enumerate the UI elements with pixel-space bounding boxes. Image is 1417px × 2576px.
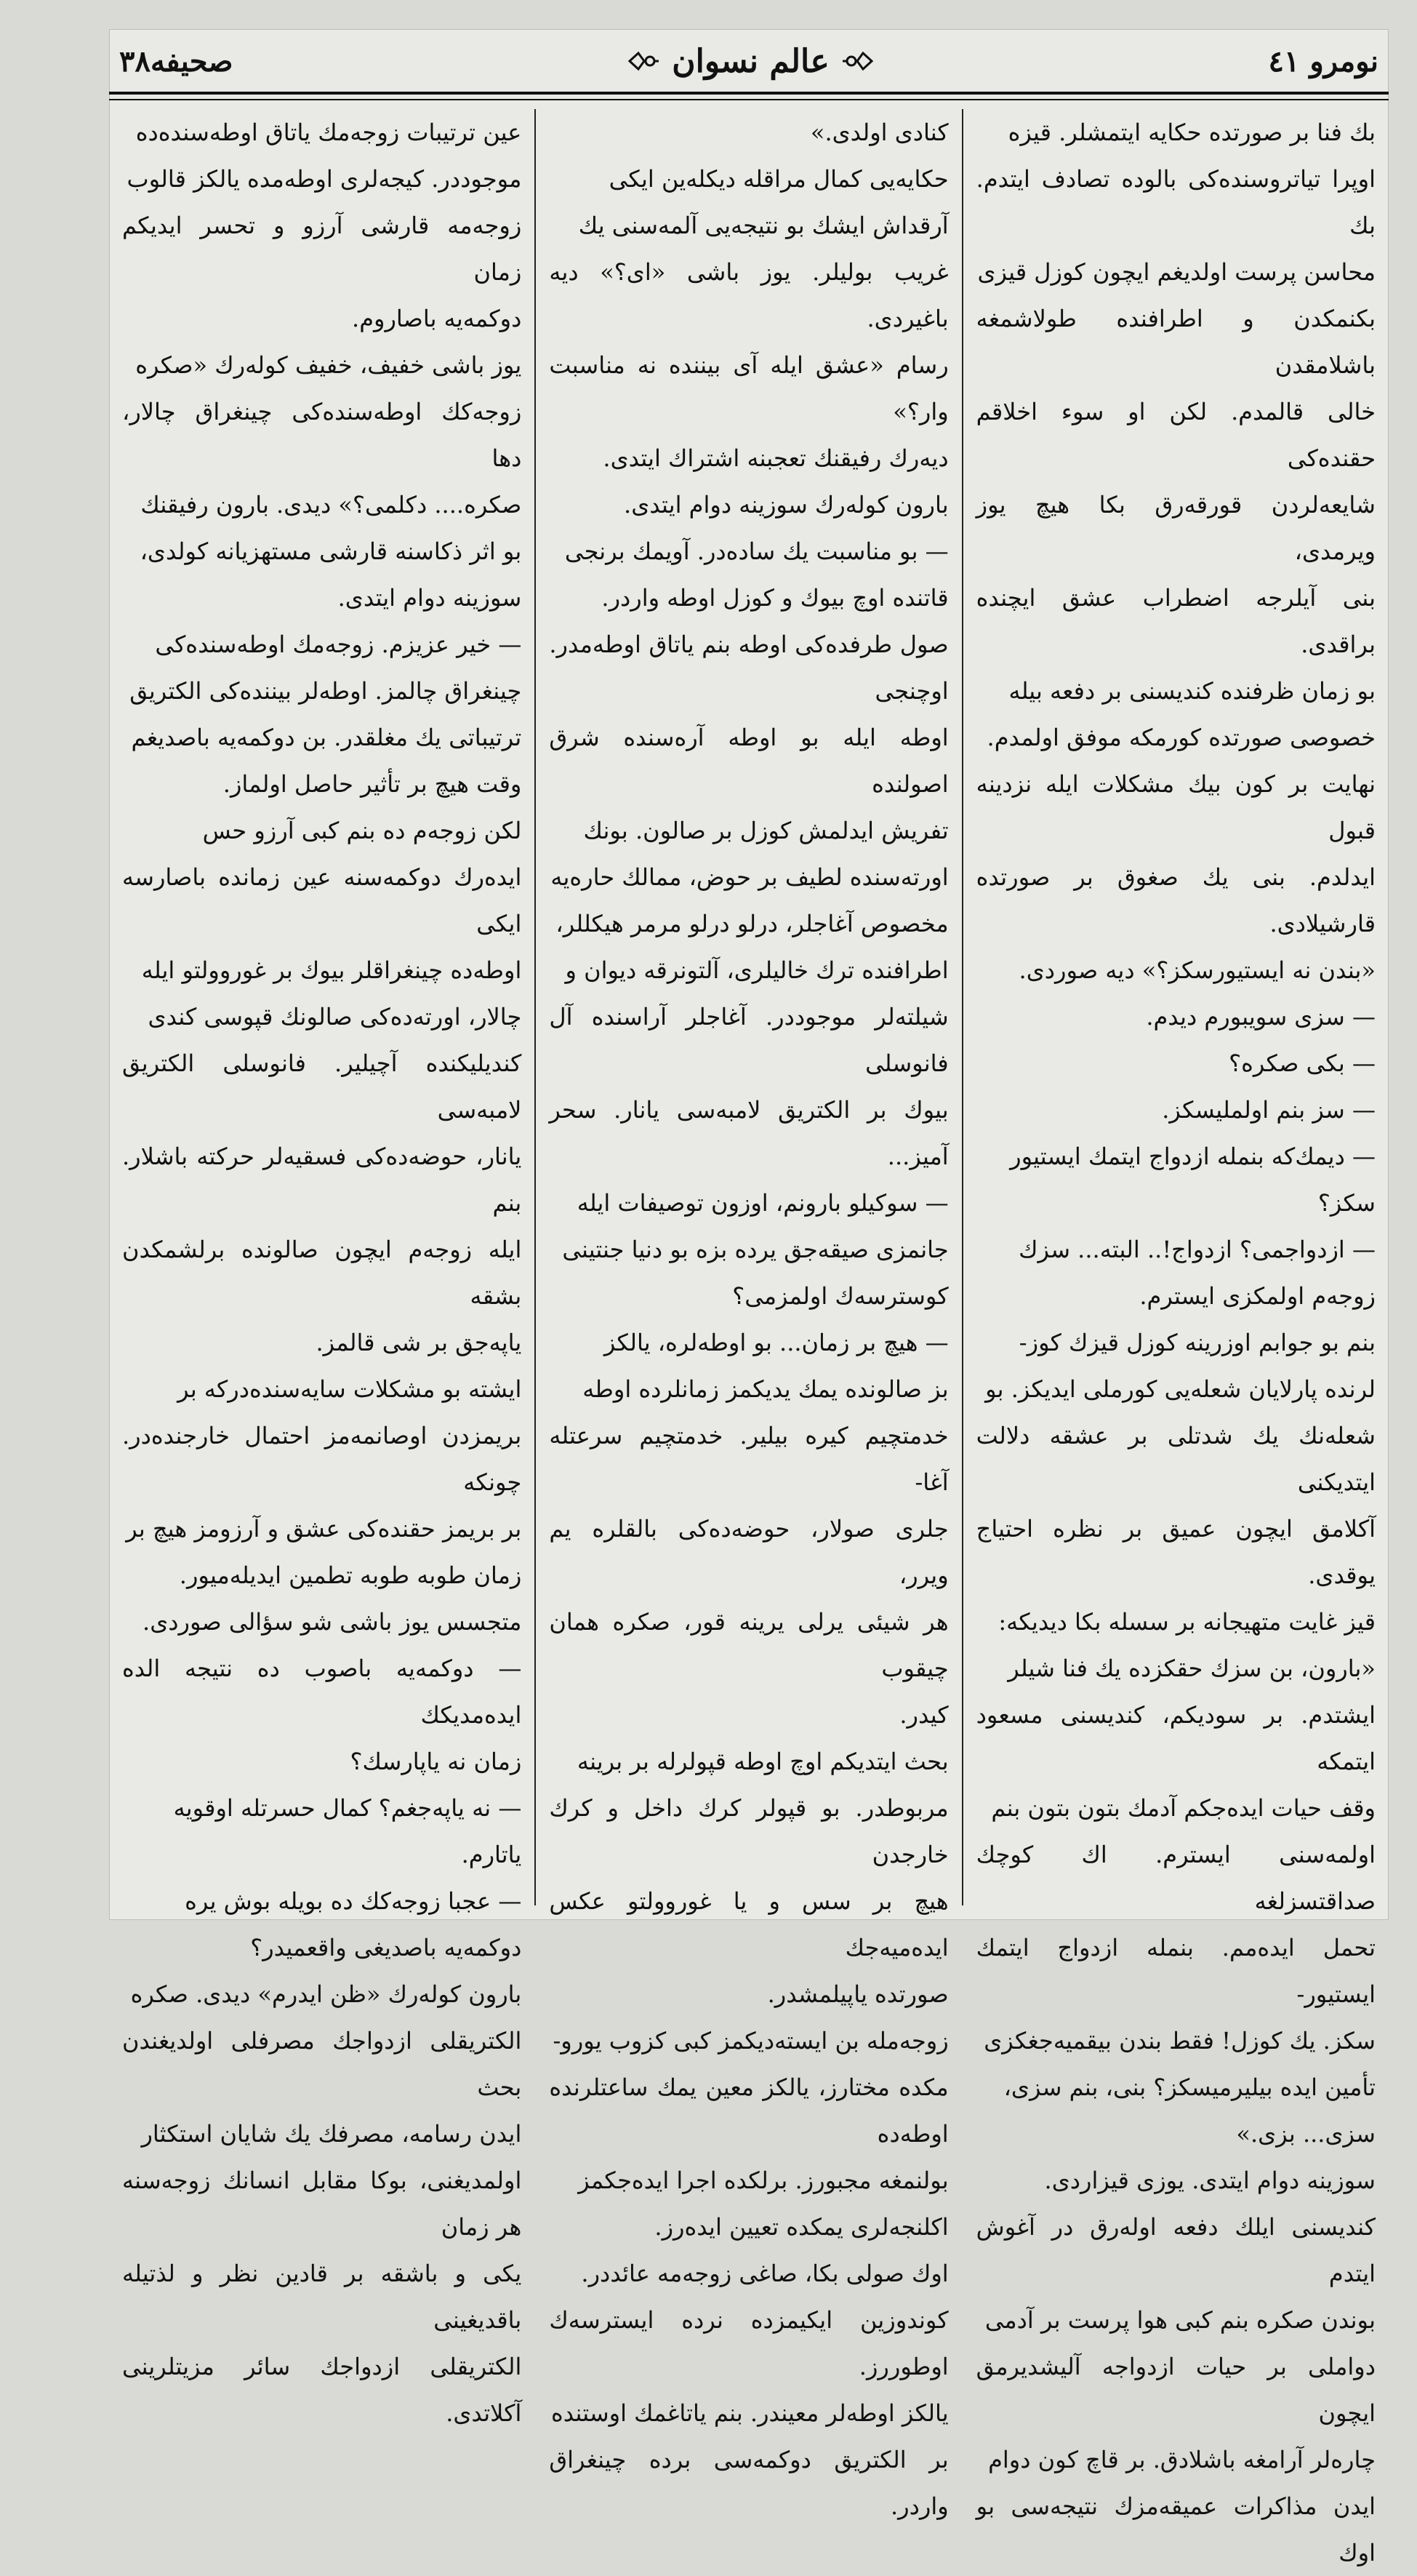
text-line: ايله زوجه‌م ايچون صالونده برلشمكدن بشقه xyxy=(122,1236,522,1310)
text-line: بارون كوله‌رك «ظن ايدرم» ديدى. صكره xyxy=(130,1980,522,2008)
text-line: اولمديغنى، بوكا مقابل انسانك زوجه‌سنه هر زمان xyxy=(122,2167,522,2241)
text-line: بر بريمز حقنده‌كى عشق و آرزومز هيچ بر xyxy=(126,1515,522,1543)
newspaper-page xyxy=(109,29,1389,2567)
text-line: اورته‌سنده لطيف بر حوض، ممالك حاره‌يه xyxy=(550,863,949,891)
text-line: حكايه‌يى كمال مراقله ديكله‌ين ايكى xyxy=(609,165,949,193)
ornament-right-icon xyxy=(843,49,873,73)
text-columns xyxy=(109,109,1389,2567)
text-line: ايشته بو مشكلات سايه‌سنده‌دركه بر xyxy=(177,1375,522,1403)
text-line: وقت هيچ بر تأثير حاصل اولماز. xyxy=(222,770,522,798)
text-line: — عجبا زوجه‌كك ده بويله بوش يره xyxy=(185,1887,522,1915)
text-line: قيز غايت متهيجانه بر سسله بكا ديديكه: xyxy=(998,1608,1376,1636)
text-line: خصوصى صورتده كورمكه موفق اولمدم. xyxy=(987,724,1376,751)
text-line: سزى... بزى.» xyxy=(1236,2120,1376,2148)
text-line: تأمين ايده بيليرميسكز؟ بنى، بنم سزى، xyxy=(1003,2073,1376,2101)
text-line: بريمزدن اوصانمه‌مز احتمال خارجنده‌در. چونكه xyxy=(122,1422,522,1496)
text-line: خالى قالمدم. لكن او سوء اخلاقم حقنده‌كى xyxy=(976,398,1376,472)
text-line: — بو مناسبت يك ساده‌در. آويمك برنجى xyxy=(564,537,949,565)
text-line: اوطه ايله بو اوطه آره‌سنده شرق اصولنده xyxy=(549,724,949,798)
text-line: الكتريقلى ازدواجك سائر مزيتلرينى آكلاتدى. xyxy=(122,2353,522,2427)
text-line: كيدر. xyxy=(899,1701,949,1729)
text-line: هيچ بر سس و يا غوروولتو عكس ايده‌ميه‌جك xyxy=(549,1887,949,1961)
text-line: اوطه‌ده چينغراقلر بيوك بر غوروولتو ايله xyxy=(141,956,522,984)
text-line: كوسترسه‌ك اولمزمى؟ xyxy=(732,1282,949,1310)
text-line: چالار، اورته‌ده‌كى صالونك قپوسى كندى xyxy=(148,1003,522,1031)
text-line: شايعه‌لردن قورقه‌رق بكا هيچ يوز ويرمدى، xyxy=(976,491,1376,565)
text-line: اكلنجه‌لرى يمكده تعيين ايده‌رز. xyxy=(654,2213,949,2241)
text-line: متجسس يوز باشى شو سؤالى صوردى. xyxy=(142,1608,522,1636)
text-line: كنديليكنده آچيلير. فانوسلى الكتريق لامبه‌سى xyxy=(122,1049,522,1124)
text-line: سوزينه دوام ايتدى. xyxy=(337,584,522,612)
text-line: آكلامق ايچون عميق بر نظره احتياج يوقدى. xyxy=(976,1515,1376,1589)
text-line: زمان نه ياپارسك؟ xyxy=(350,1748,522,1775)
text-line: دواملى بر حيات ازدواجه آليشديرمق ايچون xyxy=(976,2353,1376,2427)
issue-number: نومرو ٤١ xyxy=(1268,44,1378,79)
text-line: بيوك بر الكتريق لامبه‌سى يانار. سحر آميز... xyxy=(549,1096,949,1170)
text-line: مخصوص آغاجلر، درلو درلو مرمر هيكللر، xyxy=(555,910,949,937)
text-line: آرقداش ايشك بو نتيجه‌يى آلمه‌سنى يك xyxy=(578,212,949,239)
text-line: كنادى اولدى.» xyxy=(810,119,949,146)
text-line: يكى و باشقه بر قادين نظر و لذتيله باقديغينى xyxy=(122,2260,522,2334)
text-line: بك فنا بر صورتده حكايه ايتمشلر. قيزه xyxy=(1008,119,1376,146)
text-line: صول طرفده‌كى اوطه بنم ياتاق اوطه‌مدر. اوچنجى xyxy=(549,631,949,705)
text-line: ياپه‌جق بر شى قالمز. xyxy=(316,1329,522,1356)
text-line: جانمزى صيقه‌جق يرده بزه بو دنيا جنتينى xyxy=(562,1236,949,1263)
text-line: چاره‌لر آرامغه باشلادق. بر قاچ كون دوام xyxy=(988,2446,1376,2473)
text-line: اطرافنده ترك خاليلرى، آلتونرقه ديوان و xyxy=(565,956,949,984)
text-line: خدمتچيم كيره بيلير. خدمتچيم سرعتله آغا- xyxy=(549,1422,949,1496)
text-line: ايشتدم. بر سوديكم، كنديسنى مسعود ايتمكه xyxy=(976,1701,1376,1775)
text-line: زمان طوبه طوبه تطمين ايديله‌ميور. xyxy=(179,1561,522,1589)
text-line: زوجه‌مه قارشى آرزو و تحسر ايديكم زمان xyxy=(122,212,522,286)
column-middle xyxy=(536,109,961,2520)
text-line: بوندن صكره بنم كبى هوا پرست بر آدمى xyxy=(984,2306,1376,2334)
text-line: سكز؟ xyxy=(1317,1189,1376,1217)
text-line: ديه‌رك رفيقنك تعجبنه اشتراك ايتدى. xyxy=(603,444,949,472)
ornament-left-icon xyxy=(628,49,659,73)
text-line: قاتنده اوچ بيوك و كوزل اوطه واردر. xyxy=(601,584,949,612)
text-line: — خير عزيزم. زوجه‌مك اوطه‌سنده‌كى xyxy=(155,631,522,658)
text-line: كنديسنى ايلك دفعه اوله‌رق در آغوش ايتدم xyxy=(976,2213,1376,2287)
text-line: اوپرا تياتروسنده‌كى بالوده تصادف ايتدم. بك xyxy=(976,165,1376,239)
column-left xyxy=(109,109,534,2427)
text-line: سوزينه دوام ايتدى. يوزى قيزاردى. xyxy=(1044,2167,1376,2194)
text-line: موجوددر. كيجه‌لرى اوطه‌مده يالكز قالوب xyxy=(127,165,522,193)
text-line: بارون كوله‌رك سوزينه دوام ايتدى. xyxy=(624,491,949,519)
text-line: اولمه‌سنى ايسترم. اك كوچك صداقتسزلغه xyxy=(976,1841,1376,1915)
text-line: زوجه‌كك اوطه‌سنده‌كى چينغراق چالار، دها xyxy=(122,398,522,472)
text-line: اوك صولى بكا، صاغى زوجه‌مه عائددر. xyxy=(581,2260,949,2287)
text-line: بو اثر ذكاسنه قارشى مستهزيانه كولدى، xyxy=(140,537,522,565)
text-line: لرنده پارلايان شعله‌يى كورملى ايديكز. بو xyxy=(985,1375,1376,1403)
text-line: بنم بو جوابم اوزرينه كوزل قيزك كوز- xyxy=(1019,1329,1376,1356)
text-line: يالكز اوطه‌لر معيندر. بنم ياتاغمك اوستنده xyxy=(550,2399,949,2427)
text-line: يانار، حوضه‌ده‌كى فسقيه‌لر حركته باشلار. بنم xyxy=(122,1143,522,1217)
header-rule xyxy=(109,92,1389,95)
text-line: يوز باشى خفيف، خفيف كوله‌رك «صكره xyxy=(135,351,522,379)
text-line: بحث ايتديكم اوچ اوطه قپولرله بر برينه xyxy=(577,1748,949,1775)
text-line: وقف حيات ايده‌جكم آدمك بتون بتون بنم xyxy=(991,1794,1376,1822)
text-line: — ازدواجمى؟ ازدواج!.. البته... سزك xyxy=(1019,1236,1376,1263)
newspaper-title xyxy=(628,43,872,80)
text-line: صورتده ياپيلمشدر. xyxy=(767,1980,949,2008)
text-line: — سزى سويبورم ديدم. xyxy=(1146,1003,1376,1031)
text-line: شعله‌نك يك شدتلى بر عشقه دلالت ايتديكنى xyxy=(976,1422,1376,1496)
text-line: بكنمكدن و اطرافنده طولاشمغه باشلامقدن xyxy=(976,305,1376,379)
text-line: — نه ياپه‌جغم؟ كمال حسرتله اوقويه xyxy=(173,1794,522,1822)
text-line: هر شيئى يرلى يرينه قور، صكره همان چيقوب xyxy=(549,1608,949,1682)
text-line: غريب بوليلر. يوز باشى «اى؟» ديه باغيردى. xyxy=(549,258,949,332)
masthead xyxy=(109,29,1389,93)
text-line: رسام «عشق ايله آى بيننده نه مناسبت وار؟» xyxy=(549,351,949,425)
text-line: الكتريقلى ازدواجك مصرفلى اولديغندن بحث xyxy=(122,2027,522,2101)
text-line: سكز. يك كوزل! فقط بندن بيقميه‌جغكزى xyxy=(984,2027,1376,2055)
text-line: ايدن رسامه، مصرفك يك شايان استكثار xyxy=(141,2120,522,2148)
text-line: چينغراق چالمز. اوطه‌لر بيننده‌كى الكتريق xyxy=(129,677,522,705)
text-line: كوندوزين ايكيمزده نرده ايسترسه‌ك اوطوررز. xyxy=(549,2306,949,2380)
text-line: بولنمغه مجبورز. برلكده اجرا ايده‌جكمز xyxy=(578,2167,949,2194)
text-line: زوجه‌م اولمكزى ايسترم. xyxy=(1139,1282,1376,1310)
text-line: مربوطدر. بو قپولر كرك داخل و كرك خارجدن xyxy=(549,1794,949,1868)
text-line: — ديمك‌كه بنمله ازدواج ايتمك ايستيور xyxy=(1010,1143,1376,1170)
text-line: بو زمان ظرفنده كنديسنى بر دفعه بيله xyxy=(1008,677,1376,705)
text-line: محاسن پرست اولديغم ايچون كوزل قيزى xyxy=(977,258,1376,286)
text-line: تفريش ايدلمش كوزل بر صالون. بونك xyxy=(583,817,949,844)
text-line: — هيچ بر زمان... بو اوطه‌لره، يالكز xyxy=(603,1329,949,1356)
text-line: لكن زوجه‌م ده بنم كبى آرزو حس xyxy=(202,817,522,844)
text-line: ايدن مذاكرات عميقه‌مزك نتيجه‌سى بو اوك xyxy=(976,2492,1376,2567)
text-line: ايده‌رك دوكمه‌سنه عين زمانده باصارسه ايكى xyxy=(122,863,522,937)
text-line: صكره.... دكلمى؟» ديدى. بارون رفيقنك xyxy=(140,491,522,519)
text-line: — بكى صكره؟ xyxy=(1229,1049,1376,1077)
page-label: صحيفه٣٨ xyxy=(119,44,233,79)
text-line: مكده مختارز، يالكز معين يمك ساعتلرنده اوطه‌ده xyxy=(549,2073,949,2148)
newspaper-title-text: عالم نسوان xyxy=(672,42,830,80)
column-right xyxy=(963,109,1389,2567)
text-line: ايدلدم. بنى يك صغوق بر صورتده قارشيلادى. xyxy=(976,863,1376,937)
text-line: ياتارم. xyxy=(461,1841,522,1868)
text-line: — سز بنم اولمليسكز. xyxy=(1162,1096,1376,1124)
text-line: زوجه‌مله بن ايسته‌ديكمز كبى كزوب يورو- xyxy=(553,2027,949,2055)
text-line: — دوكمه‌يه باصوب ده نتيجه الده ايده‌مديكك xyxy=(122,1655,522,1729)
header-rule-thin xyxy=(109,99,1389,100)
text-line: تحمل ايده‌مم. بنمله ازدواج ايتمك ايستيور- xyxy=(976,1934,1376,2008)
text-line: بز صالونده يمك يديكمز زمانلرده اوطه xyxy=(582,1375,949,1403)
text-line: عين ترتيبات زوجه‌مك ياتاق اوطه‌سنده‌ده xyxy=(135,119,522,146)
text-line: نهايت بر كون بيك مشكلات ايله نزدينه قبول xyxy=(976,770,1376,844)
text-line: دوكمه‌يه باصديغى واقعميدر؟ xyxy=(250,1934,522,1961)
text-line: ترتيباتى يك مغلقدر. بن دوكمه‌يه باصديغم xyxy=(131,724,522,751)
text-line: دوكمه‌يه باصاروم. xyxy=(352,305,522,332)
text-line: «بندن نه ايستيورسكز؟» ديه صوردى. xyxy=(1019,956,1376,984)
text-line: بر الكتريق دوكمه‌سى برده چينغراق واردر. xyxy=(549,2446,949,2520)
text-line: «بارون، بن سزك حقكزده يك فنا شيلر xyxy=(1008,1655,1376,1682)
text-line: — سوكيلو بارونم، اوزون توصيفات ايله xyxy=(577,1189,949,1217)
text-line: شيلته‌لر موجوددر. آغاجلر آراسنده آل فانوسلى xyxy=(549,1003,949,1077)
text-line: جلرى صولار، حوضه‌ده‌كى بالقلره يم ويرر، xyxy=(549,1515,949,1589)
text-line: بنى آيلرجه اضطراب عشق ايچنده براقدى. xyxy=(976,584,1376,658)
